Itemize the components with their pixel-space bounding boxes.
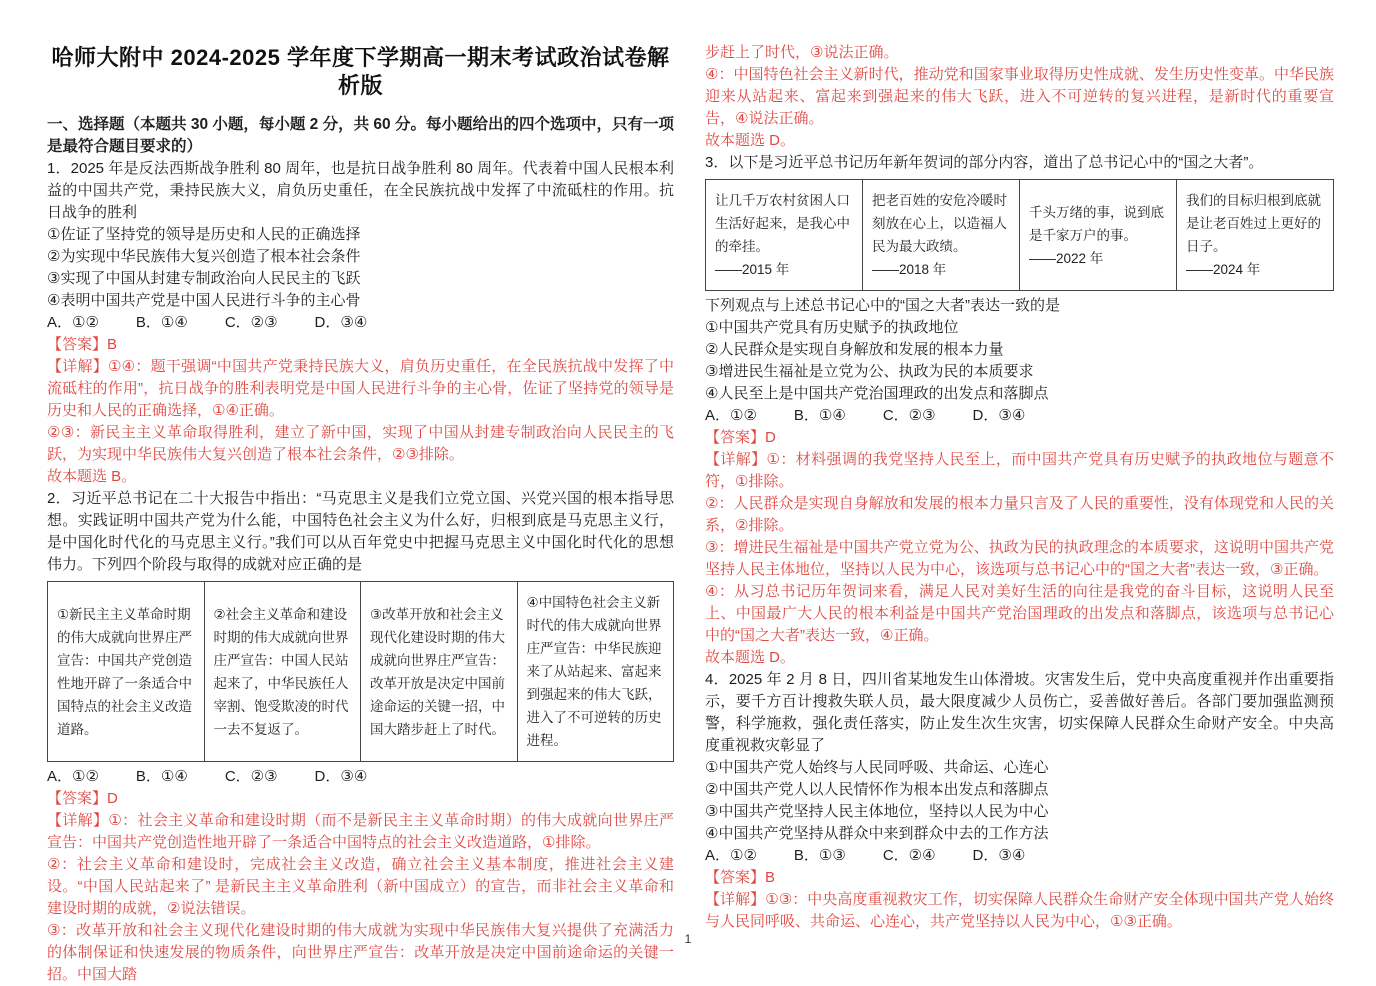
q3-option-4: ④人民至上是中国共产党治国理政的出发点和落脚点 <box>705 385 1049 402</box>
q3-analysis-1: 【详解】①：材料强调的我党坚持人民至上，而中国共产党具有历史赋予的执政地位与题意不符，①排除。 <box>705 451 1334 490</box>
choice-option: C．②③ <box>224 768 278 785</box>
q2-choices <box>47 766 674 788</box>
q4-answer: 【答案】B <box>705 869 776 886</box>
choice-option: A．①② <box>705 407 757 424</box>
q3-choices <box>705 405 1334 427</box>
q1-analysis-2: ②③：新民主主义革命取得胜利，建立了新中国，实现了中国从封建专制政治向人民民主的飞跃，为实现中华民族伟大复兴创造了根本社会条件，②③排除。 <box>47 424 674 463</box>
table-cell-line: ②社会主义革命和建设时期的伟大成就向世界庄严宣告：中国人民站起来了，中华民族任人宰割、饱受欺凌的时代一去不复返了。 <box>213 606 349 737</box>
table-cell-line: 我们的目标归根到底就是让老百姓过上更好的日子。 <box>1186 193 1321 254</box>
q1-analysis-1: 【详解】①④：题干强调“中国共产党秉持民族大义，肩负历史重任，在全民族抗战中发挥了中流砥柱的作用”，抗日战争的胜利表明党是中国人民进行斗争的主心骨，佐证了坚持党的领导是历史和人民的正确选择，①④正确。 <box>47 358 674 419</box>
choice-option: A．①② <box>47 314 99 331</box>
q1-choices <box>47 312 674 334</box>
q4-option-3: ③中国共产党坚持人民主体地位，坚持以人民为中心 <box>705 803 1049 820</box>
q4-analysis-1: 【详解】①③：中央高度重视救灾工作，切实保障人民群众生命财产安全体现中国共产党人始终与人民同呼吸、共命运、心连心，共产党坚持以人民为中心，①③正确。 <box>705 891 1334 930</box>
table-cell-line: ④中国特色社会主义新时代的伟大成就向世界庄严宣告：中华民族迎来了从站起来、富起来到强起来的伟大飞跃，进入了不可逆转的历史进程。 <box>526 595 662 748</box>
table-cell-line: ——2018 年 <box>872 262 947 277</box>
page-number: 1 <box>684 932 692 946</box>
q2-stem: 2．习近平总书记在二十大报告中指出：“马克思主义是我们立党立国、兴党兴国的根本指导思想。实践证明中国共产党为什么能，中国特色社会主义为什么好，归根到底是马克思主义行，是中国化时代化的马克思主义行。”我们可以从百年党史中把握马克思主义中国化时代化的思想伟力。下列四个阶段与取得的成就对应正确的是 <box>47 490 674 573</box>
right-column <box>705 42 1334 933</box>
q2-stage-table <box>47 581 674 762</box>
q3-analysis-4: ④：从习总书记历年贺词来看，满足人民对美好生活的向往是我党的奋斗目标，这说明人民至上、中国最广大人民的根本利益是中国共产党治国理政的出发点和落脚点，该选项与总书记心中的“国之大者”表达一致，④正确。 <box>705 583 1334 644</box>
document-title: 哈师大附中 2024-2025 学年度下学期高一期末考试政治试卷解析版 <box>51 45 670 98</box>
choice-option: D．③④ <box>972 847 1026 864</box>
table-cell-line: 千头万绪的事，说到底是千家万户的事。 <box>1029 204 1164 243</box>
table-cell <box>361 582 518 762</box>
choice-option: A．①② <box>705 847 757 864</box>
choice-option: A．①② <box>47 768 99 785</box>
q3-option-1: ①中国共产党具有历史赋予的执政地位 <box>705 319 959 336</box>
q1-option-4: ④表明中国共产党是中国人民进行斗争的主心骨 <box>47 292 361 309</box>
q1-option-2: ②为实现中华民族伟大复兴创造了根本社会条件 <box>47 248 361 265</box>
choice-option: D．③④ <box>314 314 368 331</box>
q1-option-1: ①佐证了坚持党的领导是历史和人民的正确选择 <box>47 226 361 243</box>
q3-option-3: ③增进民生福祉是立党为公、执政为民的本质要求 <box>705 363 1034 380</box>
table-row <box>48 582 674 762</box>
q3-option-2: ②人民群众是实现自身解放和发展的根本力量 <box>705 341 1004 358</box>
q4-option-2: ②中国共产党人以人民情怀作为根本出发点和落脚点 <box>705 781 1049 798</box>
q2-answer: 【答案】D <box>47 790 118 807</box>
q3-greeting-table <box>705 179 1334 291</box>
table-cell <box>863 180 1020 291</box>
q3-analysis-3: ③：增进民生福祉是中国共产党立党为公、执政为民的执政理念的本质要求，这说明中国共产党坚持人民主体地位，坚持以人民为中心，该选项与总书记心中的“国之大者”表达一致，③正确。 <box>705 539 1334 578</box>
table-cell-line: ——2022 年 <box>1029 250 1104 266</box>
q2-analysis-4: ④：中国特色社会主义新时代，推动党和国家事业取得历史性成就、发生历史性变革。中华民族迎来从站起来、富起来到强起来的伟大飞跃，进入不可逆转的复兴进程，是新时代的重要宣告，④说法正确。 <box>705 66 1334 127</box>
q3-conclusion: 故本题选 D。 <box>705 649 796 666</box>
table-cell-line: ——2015 年 <box>715 262 790 277</box>
q3-stem: 3．以下是习近平总书记历年新年贺词的部分内容，道出了总书记心中的“国之大者”。 <box>705 154 1264 171</box>
choice-option: C．②③ <box>224 314 278 331</box>
q2-conclusion: 故本题选 D。 <box>705 132 796 149</box>
q2-analysis-3-part-2: 步赶上了时代，③说法正确。 <box>705 44 899 61</box>
table-cell-line: 把老百姓的安危冷暖时刻放在心上，以造福人民为最大政绩。 <box>872 193 1007 254</box>
table-cell <box>1020 180 1177 291</box>
table-cell <box>517 582 674 762</box>
table-cell <box>204 582 361 762</box>
q1-stem: 1．2025 年是反法西斯战争胜利 80 周年，也是抗日战争胜利 80 周年。代表着中国人民根本利益的中国共产党，秉持民族大义，肩负历史重任，在全民族抗战中发挥了中流砥柱的作用。抗日战争的胜利 <box>47 160 674 221</box>
q1-conclusion: 故本题选 B。 <box>47 468 137 485</box>
choice-option: B．①③ <box>793 847 846 864</box>
choice-option: B．①④ <box>793 407 846 424</box>
q2-analysis-3-part-1: ③：改革开放和社会主义现代化建设时期的伟大成就为实现中华民族伟大复兴提供了充满活力的体制保证和快速发展的物质条件，向世界庄严宣告：改革开放是决定中国前途命运的关键一招。中国大踏 <box>47 922 674 983</box>
table-cell-line: ①新民主主义革命时期的伟大成就向世界庄严宣告：中国共产党创造性地开辟了一条适合中国特点的社会主义改造道路。 <box>57 606 192 737</box>
choice-option: B．①④ <box>135 314 188 331</box>
table-cell <box>706 180 863 291</box>
q2-analysis-1: 【详解】①：社会主义革命和建设时期（而不是新民主主义革命时期）的伟大成就向世界庄严宣告：中国共产党创造性地开辟了一条适合中国特点的社会主义改造道路，①排除。 <box>47 812 674 851</box>
table-row <box>706 180 1334 291</box>
left-column <box>47 42 674 986</box>
table-cell <box>1177 180 1334 291</box>
table-cell-line: ③改革开放和社会主义现代化建设时期的伟大成就向世界庄严宣告：改革开放是决定中国前途命运的关键一招，中国大踏步赶上了时代。 <box>370 606 505 737</box>
choice-option: D．③④ <box>972 407 1026 424</box>
q4-option-4: ④中国共产党坚持从群众中来到群众中去的工作方法 <box>705 825 1049 842</box>
choice-option: C．②④ <box>882 847 936 864</box>
section-1-heading: 一、选择题（本题共 30 小题，每小题 2 分，共 60 分。每小题给出的四个选项中，只有一项是最符合题目要求的） <box>47 116 674 155</box>
q1-answer: 【答案】B <box>47 336 118 353</box>
table-cell-line: ——2024 年 <box>1186 262 1261 277</box>
choice-option: D．③④ <box>314 768 368 785</box>
q3-answer: 【答案】D <box>705 429 776 446</box>
table-cell-line: 让几千万农村贫困人口生活好起来，是我心中的牵挂。 <box>715 193 850 254</box>
q3-question-line: 下列观点与上述总书记心中的“国之大者”表达一致的是 <box>705 297 1060 314</box>
q1-option-3: ③实现了中国从封建专制政治向人民民主的飞跃 <box>47 270 361 287</box>
q4-stem: 4．2025 年 2 月 8 日，四川省某地发生山体滑坡。灾害发生后，党中央高度重视并作出重要指示，要千方百计搜救失联人员，最大限度减少人员伤亡，妥善做好善后。各部门要加强监测预警，科学施救，强化责任落实，防止发生次生灾害，切实保障人民群众生命财产安全。中央高度重视救灾彰显了 <box>705 671 1334 754</box>
table-cell <box>48 582 205 762</box>
q2-analysis-2: ②：社会主义革命和建设时，完成社会主义改造，确立社会主义基本制度，推进社会主义建设。“中国人民站起来了” 是新民主主义革命胜利（新中国成立）的宣告，而非社会主义革命和建设时期的成就，②说法错误。 <box>47 856 674 917</box>
choice-option: B．①④ <box>135 768 188 785</box>
q4-choices <box>705 845 1334 867</box>
choice-option: C．②③ <box>882 407 936 424</box>
q4-option-1: ①中国共产党人始终与人民同呼吸、共命运、心连心 <box>705 759 1049 776</box>
q3-analysis-2: ②：人民群众是实现自身解放和发展的根本力量只言及了人民的重要性，没有体现党和人民的关系，②排除。 <box>705 495 1334 534</box>
